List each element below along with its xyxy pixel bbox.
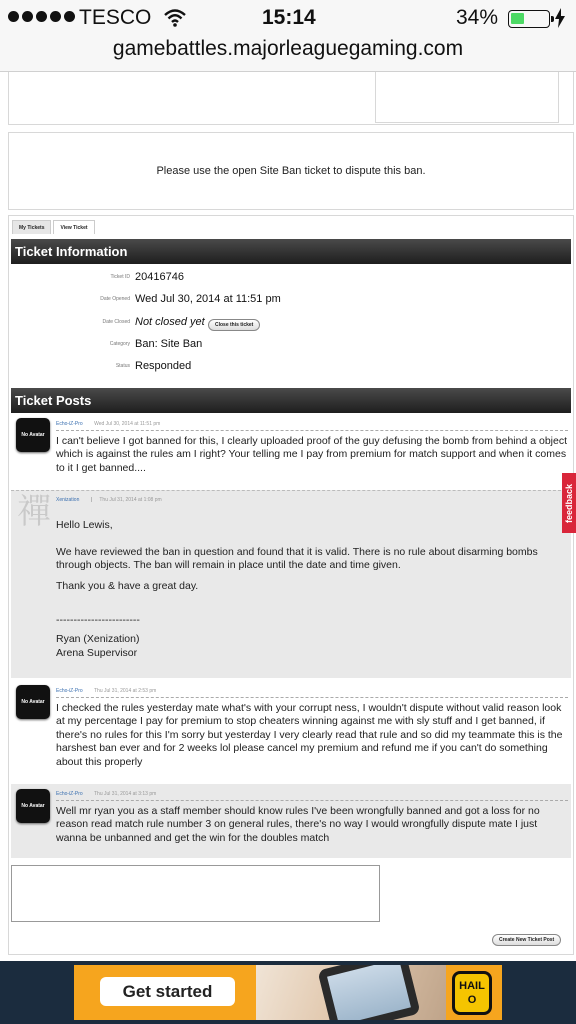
post-date: Thu Jul 31, 2014 at 1:08 pm [99, 497, 162, 503]
post-paragraph: Thank you & have a great day. [56, 580, 199, 592]
phone-image [317, 965, 420, 1020]
date-opened-value: Wed Jul 30, 2014 at 11:51 pm [135, 293, 281, 305]
tab-view-ticket[interactable]: View Ticket [53, 220, 94, 234]
create-new-ticket-post-button[interactable]: Create New Ticket Post [492, 934, 561, 946]
info-label: Ticket ID [110, 274, 130, 280]
post-meta [56, 791, 568, 797]
post-body: I checked the rules yesterday mate what's with your corrupt ness, I wouldn't dispute without valid reason look at my percentage I pay for premium to stop cheaters winning against me with sly stuff and I get banned, if there's no rules for this I'm sorry but yesterday I very clearly read that rule and so did my teammate this is the harshest ban ever and for 2 weeks lol please cancel my premium and refund me if you can't do something about this properly [56, 702, 563, 768]
post-paragraph: We have reviewed the ban in question and found that it is valid. There is no rule about disarming bombs through objects. The ban will remain in place until the date and time given. [56, 546, 538, 572]
wifi-icon [164, 8, 186, 28]
meta-separator: | [90, 497, 93, 503]
ticket-tabs [12, 220, 95, 234]
signal-strength-icon [8, 11, 75, 22]
info-label: Category [109, 341, 130, 347]
close-ticket-button[interactable]: Close this ticket [208, 319, 260, 331]
post-signature-rule: ------------------------ [56, 614, 140, 626]
post-date: Thu Jul 31, 2014 at 2:53 pm [94, 688, 157, 694]
address-bar[interactable] [0, 36, 576, 72]
carrier-name: TESCO [79, 6, 152, 29]
battery-icon [508, 10, 550, 28]
charging-icon [554, 8, 566, 28]
post-date: Wed Jul 30, 2014 at 11:51 pm [94, 421, 161, 427]
ticket-posts-heading: Ticket Posts [11, 388, 571, 413]
info-row-date-opened [11, 292, 571, 312]
post-author-link[interactable]: Echo-iZ-Pro [56, 688, 83, 694]
date-closed-value: Not closed yet [135, 316, 205, 328]
get-started-button[interactable]: Get started [100, 977, 235, 1006]
post-author-link[interactable]: Echo-iZ-Pro [56, 791, 83, 797]
info-row-status [11, 359, 571, 379]
post-meta [56, 497, 568, 503]
post-body: I can't believe I got banned for this, I clearly uploaded proof of the guy defusing the bomb from behind a object which is against the rules am I right? Your telling me I pay from premium for match support and when it comes to it I get banned.... [56, 435, 567, 474]
post-author-link[interactable]: Xenization [56, 497, 80, 503]
post-body: Well mr ryan you as a staff member should know rules I've been wrongfully banned and got a loss for no reason read match rule number 3 on general rules, there's no way I would wrongfully dispute mate I just wanna be unbanned and get the win for the doubles match [56, 805, 540, 844]
ban-notice-text: Please use the open Site Ban ticket to dispute this ban. [156, 165, 426, 177]
post-divider [56, 697, 568, 698]
post-date: Thu Jul 31, 2014 at 3:13 pm [94, 791, 157, 797]
tab-my-tickets[interactable]: My Tickets [12, 220, 51, 234]
ticket-post [11, 784, 571, 858]
status-value: Responded [135, 360, 192, 372]
reply-textarea[interactable] [11, 865, 380, 922]
avatar: No Avatar [16, 789, 50, 823]
post-divider [56, 430, 568, 431]
info-label: Date Closed [102, 319, 130, 325]
staff-avatar-icon: 禪 [17, 492, 51, 532]
feedback-tab[interactable]: feedback [562, 473, 576, 533]
info-label: Status [115, 363, 130, 369]
info-row-category [11, 337, 571, 357]
ticket-information-heading: Ticket Information [11, 239, 571, 264]
status-bar [0, 0, 576, 36]
info-label: Date Opened [100, 296, 130, 302]
avatar: No Avatar [16, 418, 50, 452]
info-row-date-closed [11, 315, 571, 335]
avatar: No Avatar [16, 685, 50, 719]
info-row-ticket-id [11, 270, 571, 290]
battery-percentage: 34% [456, 6, 499, 29]
post-divider [56, 800, 568, 801]
ticket-post-staff [11, 490, 571, 678]
hailo-logo: HAIL O [452, 971, 492, 1015]
ad-banner[interactable] [74, 965, 502, 1020]
ticket-post [11, 683, 571, 778]
clock: 15:14 [262, 6, 316, 29]
ticket-id-value: 20416746 [135, 271, 184, 283]
previous-panel-sidebox [375, 72, 559, 123]
post-author-link[interactable]: Echo-iZ-Pro [56, 421, 83, 427]
category-value: Ban: Site Ban [135, 338, 203, 350]
phone-screen [327, 965, 411, 1020]
post-signature-name: Ryan (Xenization) [56, 633, 140, 645]
post-paragraph: Hello Lewis, [56, 519, 113, 531]
post-meta [56, 421, 568, 427]
url-text: gamebattles.majorleaguegaming.com [112, 37, 464, 60]
post-signature-title: Arena Supervisor [56, 647, 138, 659]
post-meta [56, 688, 568, 694]
ticket-post [11, 416, 571, 486]
